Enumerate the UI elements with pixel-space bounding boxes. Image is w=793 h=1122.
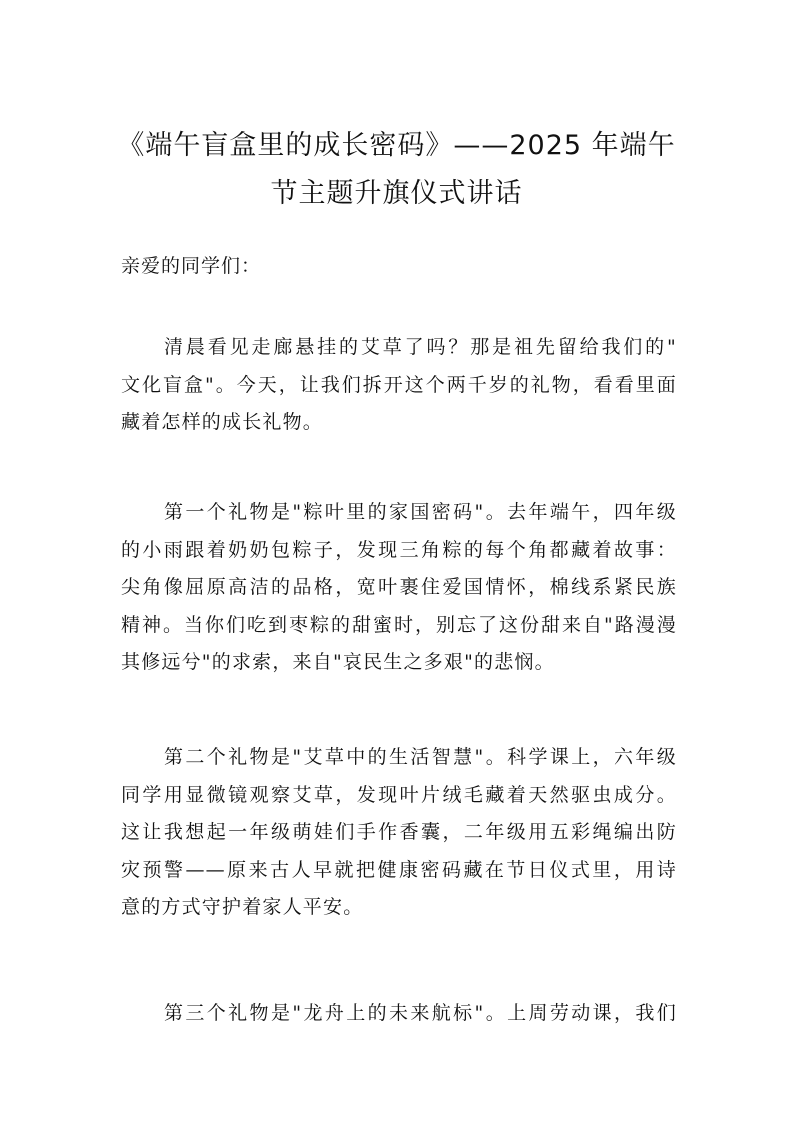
paragraph-line: 清晨看见走廊悬挂的艾草了吗？那是祖先留给我们的" [164,336,677,358]
salutation: 亲爱的同学们： [121,255,262,277]
paragraph-line: 精神。当你们吃到枣粽的甜蜜时，别忘了这份甜来自"路漫漫 [121,613,677,636]
paragraph-line: 第二个礼物是"艾草中的生活智慧"。科学课上，六年级 [164,746,677,768]
paragraph-line: 意的方式守护着家人平安。 [121,896,364,918]
paragraph-line: 其修远兮"的求索，来自"哀民生之多艰"的悲悯。 [121,651,555,673]
title-line: 《端午盲盒里的成长密码》——2025 年端午 [117,130,676,161]
paragraph-line: 的小雨跟着奶奶包粽子，发现三角粽的每个角都藏着故事： [121,538,677,561]
paragraph [121,995,677,1033]
paragraph-line: 尖角像屈原高洁的品格，宽叶裹住爱国情怀，棉线系紧民族 [121,576,677,598]
document-title [100,122,693,218]
paragraph-line: 藏着怎样的成长礼物。 [121,411,324,433]
paragraph-line: 这让我想起一年级萌娃们手作香囊，二年级用五彩绳编出防 [121,821,677,843]
paragraph-line: 第一个礼物是"粽叶里的家国密码"。去年端午，四年级 [164,501,677,523]
paragraph [121,329,677,442]
paragraph-line: 文化盲盒"。今天，让我们拆开这个两千岁的礼物，看看里面 [121,373,677,396]
paragraph-line: 灾预警——原来古人早就把健康密码藏在节日仪式里，用诗 [121,858,677,881]
paragraph [121,739,677,927]
paragraph [121,494,677,682]
paragraph-line: 同学用显微镜观察艾草，发现叶片绒毛藏着天然驱虫成分。 [121,783,677,806]
paragraph-line: 第三个礼物是"龙舟上的未来航标"。上周劳动课，我们 [164,1002,677,1024]
title-line: 节主题升旗仪式讲话 [270,178,523,209]
